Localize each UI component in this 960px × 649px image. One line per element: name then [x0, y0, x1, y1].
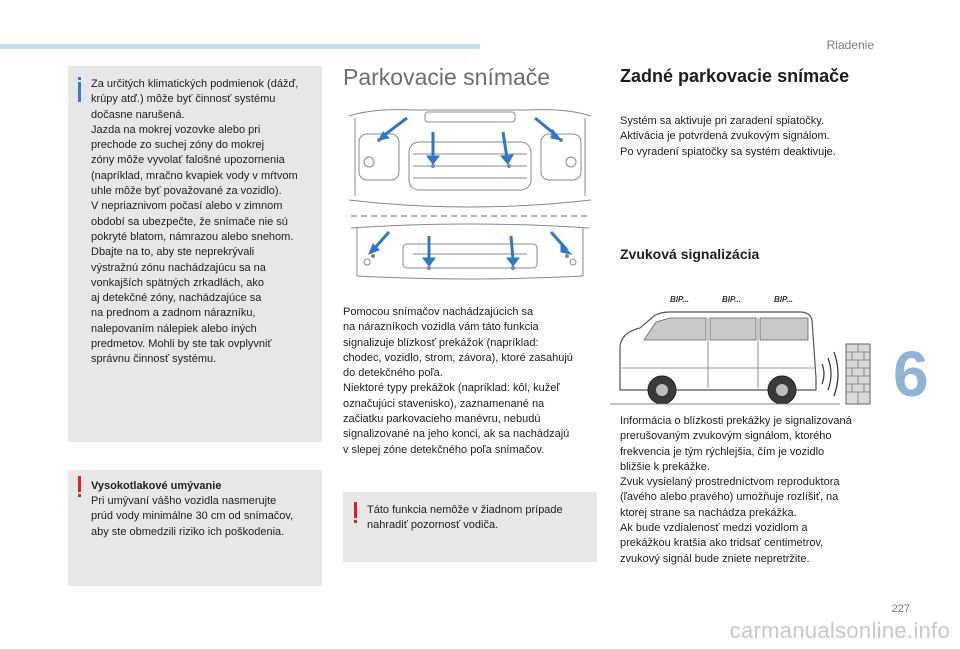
- beep-label: BIP...: [722, 295, 741, 304]
- chapter-number: 6: [893, 338, 929, 410]
- info-text: Za určitých klimatických podmienok (dážď, krúpy atď.) môže byť činnosť systému dočasne narušená. Jazda na mokrej vozovke alebo pri prechode zo suchej zóny do mokrej zóny môže vyvolať falošné upozornenia (napríklad, mračno kvapiek vody v mŕtvom uhle môže byť považované za vozidlo). V nepriaznivom počasí alebo v zimnom období sa ubezpečte, že snímače nie sú pokryté blatom, námrazou alebo snehom. Dbajte na to, aby ste neprekrývali výstražnú zónu nachádzajúcu sa na vonkajších spätných zrkadlách, ako aj detekčné zóny, nachádzajúce sa na prednom a zadnom nárazníku, nalepovaním nálepiek alebo iných predmetov. Mohli by ste tak ovplyvniť správnu činnosť systému.: [91, 78, 299, 366]
- parking-description: Pomocou snímačov nachádzajúcich sa na nárazníkoch vozidla vám táto funkcia signalizuje blízkosť prekážok (napríklad: chodec, vozidlo, strom, závora), ktoré zasahujú do detekčného poľa. Niektoré typy prekážok (napríklad: kôl, kužeľ označujúci stavenisko), zaznamenané na začiatku parkovacieho manévru, nebudú signalizované na jeho konci, ak sa nachádzajú v slepej zóne detekčného poľa snímačov.: [343, 306, 573, 456]
- parking-sensors-title: Parkovacie snímače: [343, 64, 551, 90]
- bumper-sensors-illustration: [343, 104, 597, 284]
- driver-warning-text: Táto funkcia nemôže v žiadnom prípade nahradiť pozornosť vodiča.: [367, 504, 563, 532]
- header-bar: [0, 44, 480, 49]
- beep-label: BIP...: [670, 295, 689, 304]
- section-title: Riadenie: [826, 38, 874, 52]
- warning-text: Pri umývaní vášho vozidla nasmerujte prúd vody minimálne 30 cm od snímačov, aby ste obmedzili riziko ich poškodenia.: [91, 495, 294, 538]
- warning-title: Vysokotlakové umývanie: [91, 480, 222, 492]
- warning-icon: [78, 476, 81, 492]
- rear-sensors-title: Zadné parkovacie snímače: [620, 66, 850, 86]
- watermark: carmanualsonline.info: [729, 618, 950, 643]
- sound-signal-text: Informácia o blízkosti prekážky je signalizovaná prerušovaným zvukovým signálom, ktorého frekvencia je tým rýchlejšia, čím je vozidlo bližšie k prekážke. Zvuk vysielaný prostredníctvom reproduktora (ľavého alebo pravého) umožňuje rozlíšiť, na ktorej strane sa nachádza prekážka. Ak bude vzdialenosť medzi vozidlom a prekážkou kratšia ako tridsať centimetrov, zvukový signál bude zniete nepretržite.: [620, 415, 852, 565]
- page-number: 227: [891, 603, 910, 615]
- sound-signal-title: Zvuková signalizácia: [620, 246, 760, 262]
- van-reversing-illustration: [610, 288, 872, 414]
- info-icon: [78, 82, 81, 102]
- rear-sensors-text: Systém sa aktivuje pri zaradení spiatočky. Aktivácia je potvrdená zvukovým signálom. Po vyradení spiatočky sa systém deaktivuje.: [620, 115, 836, 158]
- warning-icon: [354, 502, 357, 518]
- beep-label: BIP...: [774, 295, 793, 304]
